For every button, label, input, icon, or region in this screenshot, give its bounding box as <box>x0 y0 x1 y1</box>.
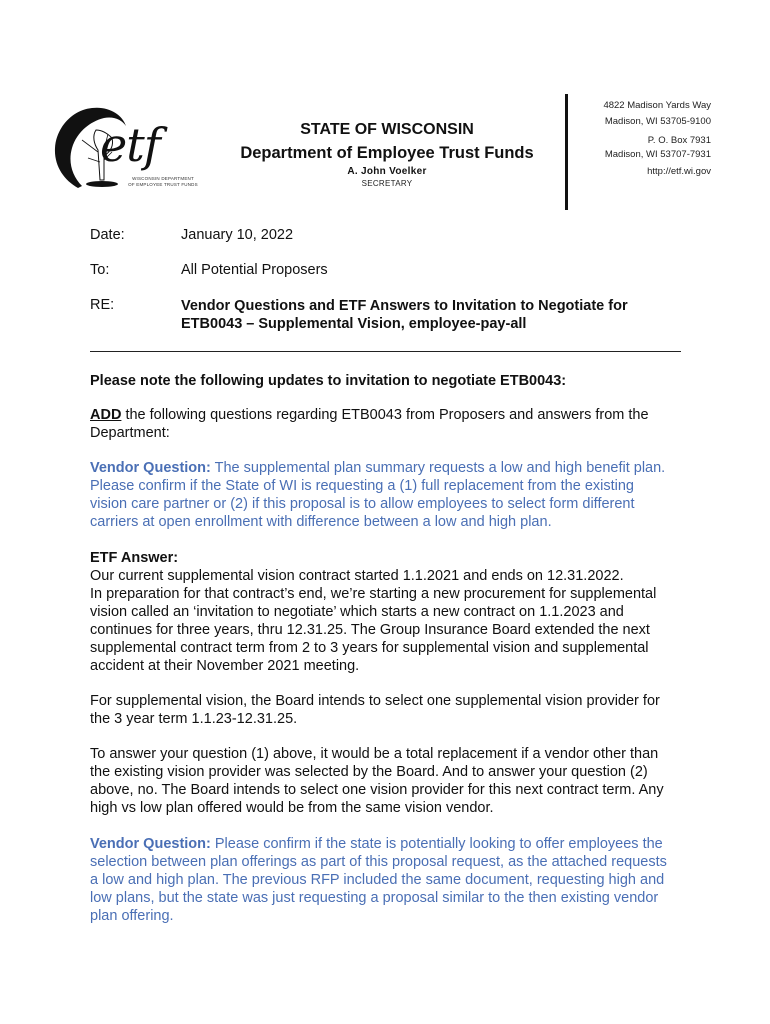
address-street: 4822 Madison Yards Way <box>603 100 711 111</box>
date-value: January 10, 2022 <box>181 227 294 243</box>
update-note: Please note the following updates to invitation to negotiate ETB0043: <box>90 373 567 389</box>
date-label: Date: <box>90 227 125 243</box>
vendor-question-label: Vendor Question: <box>90 460 211 476</box>
to-value: All Potential Proposers <box>181 262 328 278</box>
etf-answer-1-board: For supplemental vision, the Board intends to select one supplemental vision provider for the 3 year term 1.1.23-12.31.25. <box>90 693 660 727</box>
vendor-question-label: Vendor Question: <box>90 836 211 852</box>
header-secretary-name: A. John Voelker <box>347 166 427 177</box>
header-divider <box>565 94 568 210</box>
vendor-question-1: Vendor Question: The supplemental plan summary requests a low and high benefit plan. Please confirm if the State of WI is requesting a (1) full replacement from the existing vision care partner or (2) if this proposal is to allow employees to select form different carriers at open enrollment with difference between a low and high plan. <box>90 460 666 530</box>
add-keyword: ADD <box>90 407 122 423</box>
add-paragraph: ADD the following questions regarding ETB0043 from Proposers and answers from the Department: <box>90 407 649 441</box>
etf-answer-1: ETF Answer: Our current supplemental vision contract started 1.1.2021 and ends on 12.31.2022. In preparation for that contract’s end, we’re starting a new procurement for supplemental vision called an ‘invitation to negotiate’ which starts a new contract on 1.1.2023 and continues for three years, thru 12.31.25. The Group Insurance Board extended the next supplemental contract term from 2 to 3 years for supplemental vision and supplemental accident at their November 2021 meeting. <box>90 549 681 675</box>
logo-brand-text: etf <box>100 118 160 172</box>
address-pobox: P. O. Box 7931 <box>647 135 711 146</box>
etf-answer-1-detail: To answer your question (1) above, it would be a total replacement if a vendor other than the existing vision provider was selected by the Board. And to answer your question (2) above, no. The Board intends to select one vision provider for this next contract term. Any high vs low plan offered would be from the same vision vendor. <box>90 746 664 816</box>
re-label: RE: <box>90 297 115 313</box>
to-label: To: <box>90 262 110 278</box>
header-secretary-title: SECRETARY <box>361 179 413 188</box>
etf-answer-label: ETF Answer: <box>90 550 179 566</box>
address-city-2: Madison, WI 53707-7931 <box>604 149 711 160</box>
header-rule <box>90 351 681 352</box>
re-subject: Vendor Questions and ETF Answers to Invitation to Negotiate for ETB0043 – Supplemental Vision, employee-pay-all <box>181 298 628 332</box>
logo-org-text: WISCONSIN DEPARTMENT OF EMPLOYEE TRUST FUNDS <box>128 176 198 187</box>
header-department: Department of Employee Trust Funds <box>240 144 534 162</box>
address-city-1: Madison, WI 53705-9100 <box>604 116 711 127</box>
header-state: STATE OF WISCONSIN <box>300 121 474 138</box>
address-website[interactable]: http://etf.wi.gov <box>647 166 711 177</box>
vendor-question-2: Vendor Question: Please confirm if the state is potentially looking to offer employees the selection between plan offerings as part of this proposal request, as the attached requests a low and high plan. The previous RFP included the same document, requesting high and low plans, but the state was just requesting a proposal similar to the then existing vendor plan offering. <box>90 836 667 924</box>
